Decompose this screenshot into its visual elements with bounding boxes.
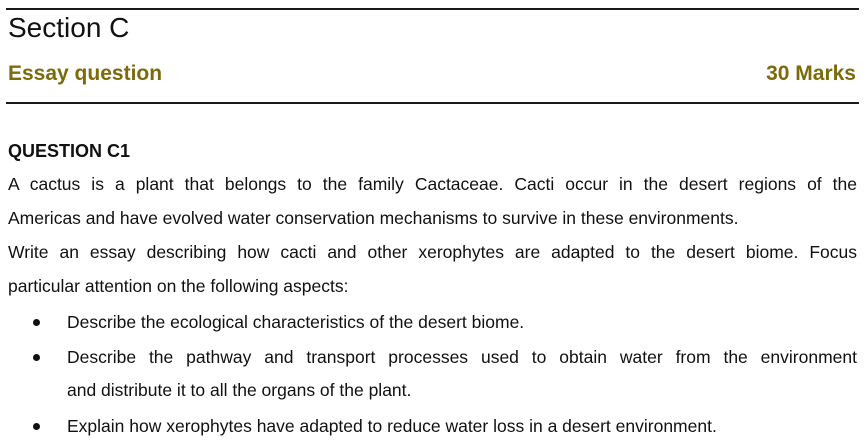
top-divider [6, 8, 859, 10]
bullet-item-text: Describe the ecological characteristics of the desert biome. [67, 312, 525, 332]
essay-question-label: Essay question [8, 62, 163, 85]
bullet-item-text: Explain how xerophytes have adapted to reduce water loss in a desert environment. [67, 416, 717, 436]
bullet-icon [33, 423, 40, 430]
bullet-icon [33, 354, 40, 361]
question-text-line: Write an essay describing how cacti and other xerophytes are adapted to the desert biome. Focus [8, 242, 857, 262]
question-text-line: particular attention on the following aspects: [8, 276, 349, 296]
question-heading: QUESTION C1 [8, 141, 131, 161]
question-text-line: Americas and have evolved water conservation mechanisms to survive in these environments. [8, 208, 739, 228]
question-text-line: A cactus is a plant that belongs to the family Cactaceae. Cacti occur in the desert regions of the [8, 174, 857, 194]
bullet-item-text: Describe the pathway and transport processes used to obtain water from the environment [67, 347, 857, 367]
marks-label: 30 Marks [766, 62, 856, 85]
bullet-icon [33, 319, 40, 326]
header-divider [6, 102, 859, 104]
bullet-item-text: and distribute it to all the organs of the plant. [67, 380, 412, 400]
section-title: Section C [8, 12, 130, 43]
